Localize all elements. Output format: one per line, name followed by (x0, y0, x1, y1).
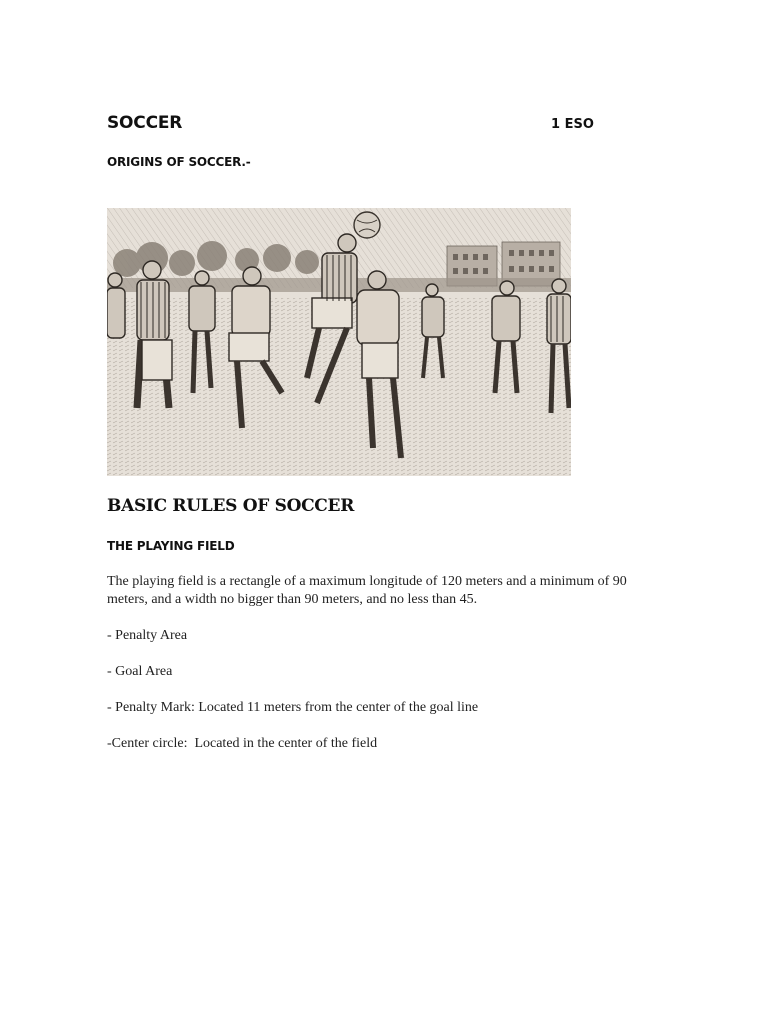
list-item-center-circle: -Center circle: Located in the center of the field (107, 736, 378, 751)
list-item-penalty-mark: - Penalty Mark: Located 11 meters from the center of the goal line (107, 700, 479, 715)
basic-rules-heading: BASIC RULES OF SOCCER (107, 496, 355, 516)
playing-field-paragraph: The playing field is a rectangle of a maximum longitude of 120 meters and a minimum of 90 meters, and a width no bigger than 90 meters, and no less than 45. (107, 574, 627, 607)
vintage-soccer-illustration (107, 208, 571, 476)
list-item-goal-area: - Goal Area (107, 664, 173, 679)
playing-field-heading: THE PLAYING FIELD (107, 539, 235, 553)
grade-label: 1 ESO (551, 117, 594, 132)
origins-heading: ORIGINS OF SOCCER.- (107, 155, 251, 169)
list-item-penalty-area: - Penalty Area (107, 628, 188, 643)
document-title: SOCCER (107, 113, 183, 133)
illustration-drawing (107, 208, 571, 476)
